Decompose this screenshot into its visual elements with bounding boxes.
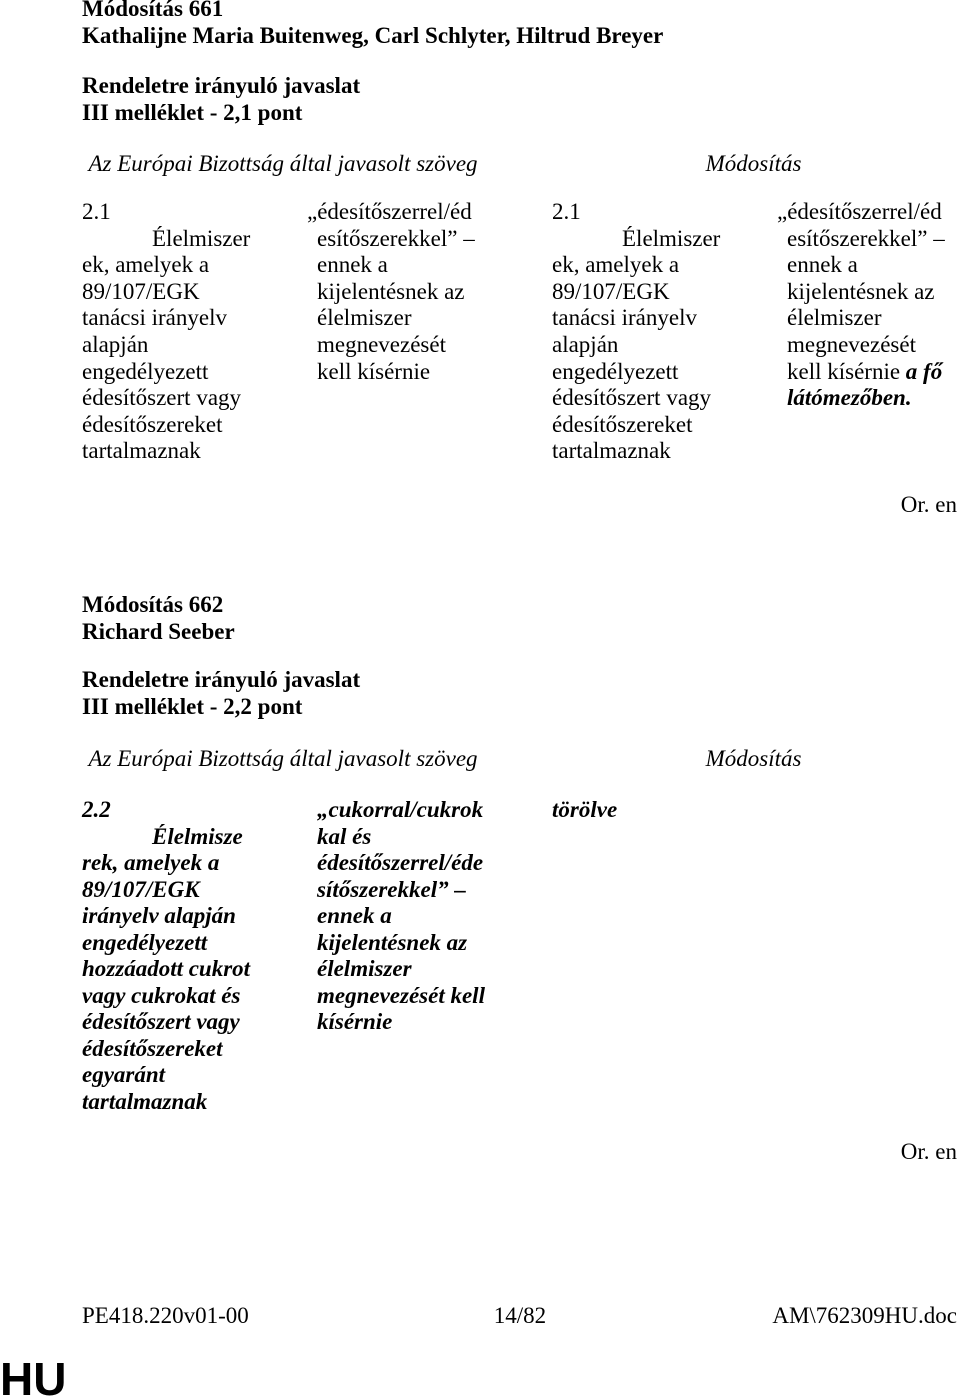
text-line: 2.1 — [82, 199, 111, 224]
column-header-commission-text: Az Európai Bizottság által javasolt szöveg — [88, 746, 478, 771]
original-wording-cell — [307, 199, 475, 385]
text-line: kell kísérnie — [317, 358, 431, 384]
text-line: élelmiszer — [787, 305, 882, 331]
text-line: 2.1 — [552, 199, 581, 224]
footer-page-number: 14/82 — [493, 1303, 547, 1328]
proposal-label: Rendeletre irányuló javaslat — [82, 73, 361, 98]
amendment-662-heading — [82, 592, 235, 645]
text-line: megnevezését — [787, 331, 916, 357]
added-text: a fő — [905, 358, 943, 384]
original-language: Or. en — [900, 1139, 957, 1164]
proposal-label: Rendeletre irányuló javaslat — [82, 667, 361, 692]
text-line: 2.2 — [82, 797, 111, 822]
original-language: Or. en — [900, 492, 957, 517]
text-line: Élelmisze — [152, 823, 243, 849]
amended-item-cell — [552, 199, 720, 465]
text-line: „édesítőszerrel/éd — [777, 199, 942, 224]
text-line: irányelv alapján — [82, 903, 236, 929]
text-line: kal és — [317, 823, 372, 849]
language-code: HU — [0, 1362, 67, 1396]
text-line: engedélyezett — [552, 358, 679, 384]
text-line: „cukorral/cukrok — [317, 797, 484, 822]
text-line: engedélyezett — [82, 929, 208, 955]
text-line: alapján — [82, 331, 149, 357]
column-header-amendment: Módosítás — [705, 151, 802, 176]
text-line: alapján — [552, 331, 619, 357]
text-line: ennek a — [317, 252, 388, 278]
text-line: ennek a — [787, 252, 858, 278]
text-line: Élelmiszer — [622, 225, 721, 251]
text-line: megnevezését kell — [317, 982, 485, 1008]
text-line: tartalmaznak — [552, 438, 671, 464]
original-item-cell — [82, 199, 250, 465]
amendment-title: Módosítás 661 — [82, 0, 224, 21]
text-line: kijelentésnek az — [787, 278, 935, 304]
text-line: élelmiszer — [317, 305, 412, 331]
text-line: esítőszerekkel” – — [787, 225, 945, 251]
amendment-662-reference — [82, 667, 360, 720]
text-line: tanácsi irányelv — [552, 305, 697, 331]
text-line: tartalmaznak — [82, 1089, 208, 1115]
column-header-amendment: Módosítás — [705, 746, 802, 771]
text-line: édesítőszert vagy — [82, 385, 242, 411]
text-line: édesítőszereket — [552, 411, 693, 437]
text-line: kísérnie — [317, 1009, 393, 1035]
text-line: 89/107/EGK — [552, 278, 670, 304]
footer-reference: PE418.220v01-00 — [82, 1303, 249, 1328]
text-line: hozzáadott cukrot — [82, 956, 251, 982]
original-wording-cell — [317, 797, 485, 1036]
text-line: kijelentésnek az — [317, 278, 465, 304]
text-line: tanácsi irányelv — [82, 305, 227, 331]
text-line: édesítőszerrel/éde — [317, 850, 484, 876]
amended-wording-cell — [777, 199, 945, 412]
text-line: kijelentésnek az — [317, 929, 468, 955]
added-text: látómezőben. — [787, 385, 912, 411]
text-line: engedélyezett — [82, 358, 209, 384]
text-line: ek, amelyek a — [82, 252, 210, 278]
text-line: rek, amelyek a — [82, 850, 220, 876]
footer-file-name: AM\762309HU.doc — [772, 1303, 957, 1328]
text-line: 89/107/EGK — [82, 278, 200, 304]
amended-wording-lines — [777, 199, 945, 359]
text-line: ennek a — [317, 903, 392, 929]
unchanged-text: kell kísérnie — [787, 358, 901, 384]
text-line: egyaránt — [82, 1062, 166, 1088]
amendment-authors: Richard Seeber — [82, 618, 235, 644]
text-line: esítőszerekkel” – — [317, 225, 475, 251]
text-line: Élelmiszer — [152, 225, 251, 251]
text-line: édesítőszert vagy — [552, 385, 712, 411]
amendment-title: Módosítás 662 — [82, 592, 224, 617]
amendment-661-heading — [82, 0, 663, 49]
original-item-cell — [82, 797, 250, 1116]
text-line: 89/107/EGK — [82, 876, 200, 902]
amendment-661-reference — [82, 73, 360, 126]
annex-reference: III melléklet - 2,2 pont — [82, 693, 303, 719]
text-line — [787, 359, 945, 386]
text-line: „édesítőszerrel/éd — [307, 199, 472, 224]
text-line: megnevezését — [317, 331, 446, 357]
text-line: élelmiszer — [317, 956, 412, 982]
text-line: vagy cukrokat és — [82, 982, 241, 1008]
column-header-commission-text: Az Európai Bizottság által javasolt szöveg — [88, 151, 478, 176]
text-line: tartalmaznak — [82, 438, 201, 464]
text-line: ek, amelyek a — [552, 252, 680, 278]
amended-text-deleted: törölve — [552, 797, 618, 822]
text-line: édesítőszereket — [82, 411, 223, 437]
text-line: édesítőszereket — [82, 1035, 223, 1061]
amendment-authors: Kathalijne Maria Buitenweg, Carl Schlyter, Hiltrud Breyer — [82, 22, 664, 48]
annex-reference: III melléklet - 2,1 pont — [82, 99, 303, 125]
text-line: édesítőszert vagy — [82, 1009, 240, 1035]
text-line: sítőszerekkel” – — [317, 876, 466, 902]
